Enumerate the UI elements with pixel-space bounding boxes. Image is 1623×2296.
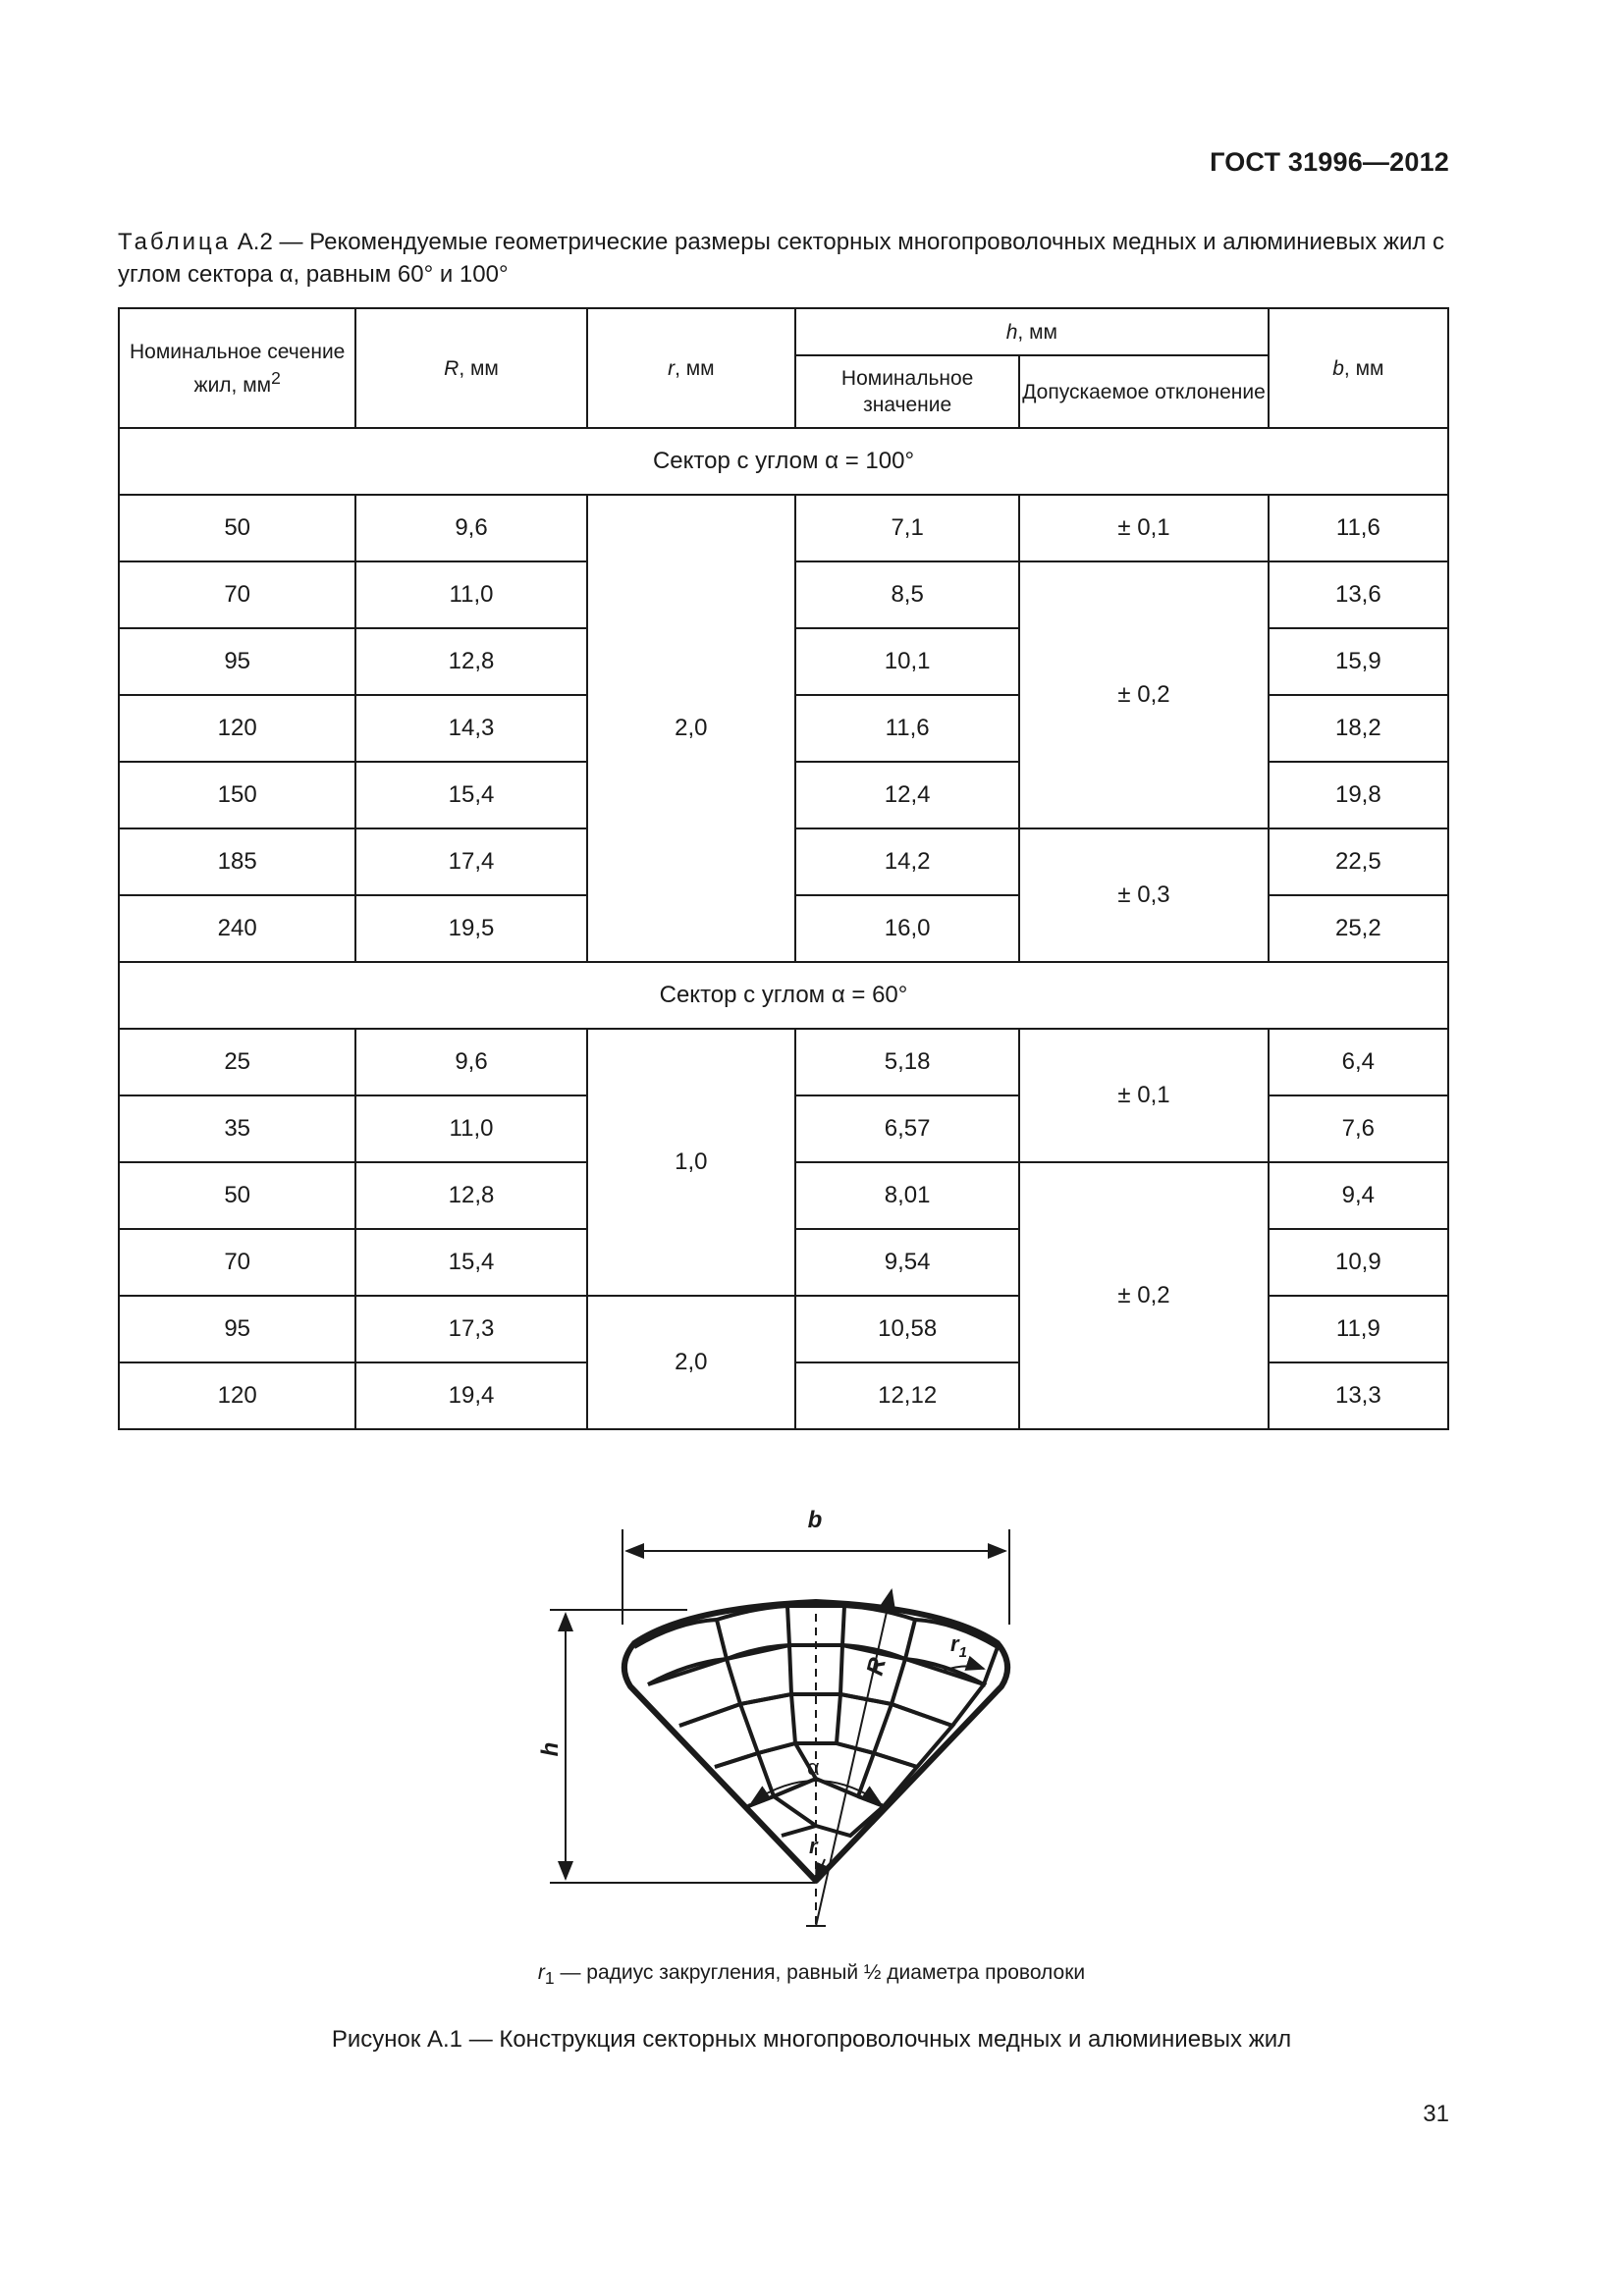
dimensions-table: [118, 307, 1449, 1430]
table-row: 120 19,4 12,12 13,3: [119, 1362, 1448, 1429]
sector-60-r-1: 1,0: [587, 1029, 795, 1296]
R-radius-line: [816, 1590, 892, 1926]
sector-100-tolerance-3: ± 0,3: [1019, 828, 1268, 962]
header-h-tolerance: Допускаемое отклонение: [1019, 355, 1268, 428]
table-row: 50 12,8 8,01 ± 0,2 9,4: [119, 1162, 1448, 1229]
table-row: 240 19,5 16,0 25,2: [119, 895, 1448, 962]
table-row: 120 14,3 11,6 18,2: [119, 695, 1448, 762]
wire-cells: [634, 1606, 998, 1836]
sector-100-tolerance-2: ± 0,2: [1019, 561, 1268, 828]
header-h-nominal: Номинальное значение: [795, 355, 1019, 428]
header-b: b, мм: [1269, 308, 1448, 428]
table-row: 50 9,6 2,0 7,1 ± 0,1 11,6: [119, 495, 1448, 561]
sector-100-tolerance-1: ± 0,1: [1019, 495, 1268, 561]
sector-60-tolerance-2: ± 0,2: [1019, 1162, 1268, 1429]
table-row: 185 17,4 14,2 ± 0,3 22,5: [119, 828, 1448, 895]
sector-conductor-diagram: [530, 1502, 1041, 1953]
document-code: ГОСТ 31996—2012: [1210, 147, 1449, 177]
page-number: 31: [1423, 2101, 1449, 2127]
table-row: 95 17,3 2,0 10,58 11,9: [119, 1296, 1448, 1362]
sector-100-title: Сектор с углом α = 100°: [119, 428, 1448, 495]
table-row: 95 12,8 10,1 15,9: [119, 628, 1448, 695]
header-R: R, мм: [355, 308, 586, 428]
table-caption: [118, 226, 1449, 291]
header-r: r, мм: [587, 308, 795, 428]
label-r: r: [809, 1834, 818, 1858]
sector-100-r: 2,0: [587, 495, 795, 962]
label-r1: $r_1$: [950, 1631, 967, 1661]
table-caption-label: Таблица: [118, 229, 232, 255]
label-R: R: [861, 1655, 893, 1679]
sector-60-r-2: 2,0: [587, 1296, 795, 1429]
label-b: b: [807, 1507, 823, 1533]
table-row: 25 9,6 1,0 5,18 ± 0,1 6,4: [119, 1029, 1448, 1095]
sector-60-title: Сектор с углом α = 60°: [119, 962, 1448, 1029]
sector-60-tolerance-1: ± 0,1: [1019, 1029, 1268, 1162]
figure-caption: Рисунок А.1 — Конструкция секторных многопроволочных медных и алюминиевых жил: [331, 2026, 1292, 2053]
table-row: 70 11,0 8,5 ± 0,2 13,6: [119, 561, 1448, 628]
table-caption-text: А.2 — Рекомендуемые геометрические размеры секторных многопроволочных медных и алюминиевых жил с углом сектора α, равным 60° и 100°: [118, 229, 1445, 288]
label-h: h: [537, 1741, 564, 1757]
figure-legend: $r_1$ — радиус закругления, равный ½ диаметра проволоки: [537, 1961, 1086, 1989]
header-nominal-section: Номинальное сечение жил, $мм^2$: [119, 308, 355, 428]
table-row: 150 15,4 12,4 19,8: [119, 762, 1448, 828]
header-h: h, мм: [795, 308, 1269, 355]
table-row: 70 15,4 9,54 10,9: [119, 1229, 1448, 1296]
label-alpha: α: [807, 1755, 820, 1780]
table-row: 35 11,0 6,57 7,6: [119, 1095, 1448, 1162]
